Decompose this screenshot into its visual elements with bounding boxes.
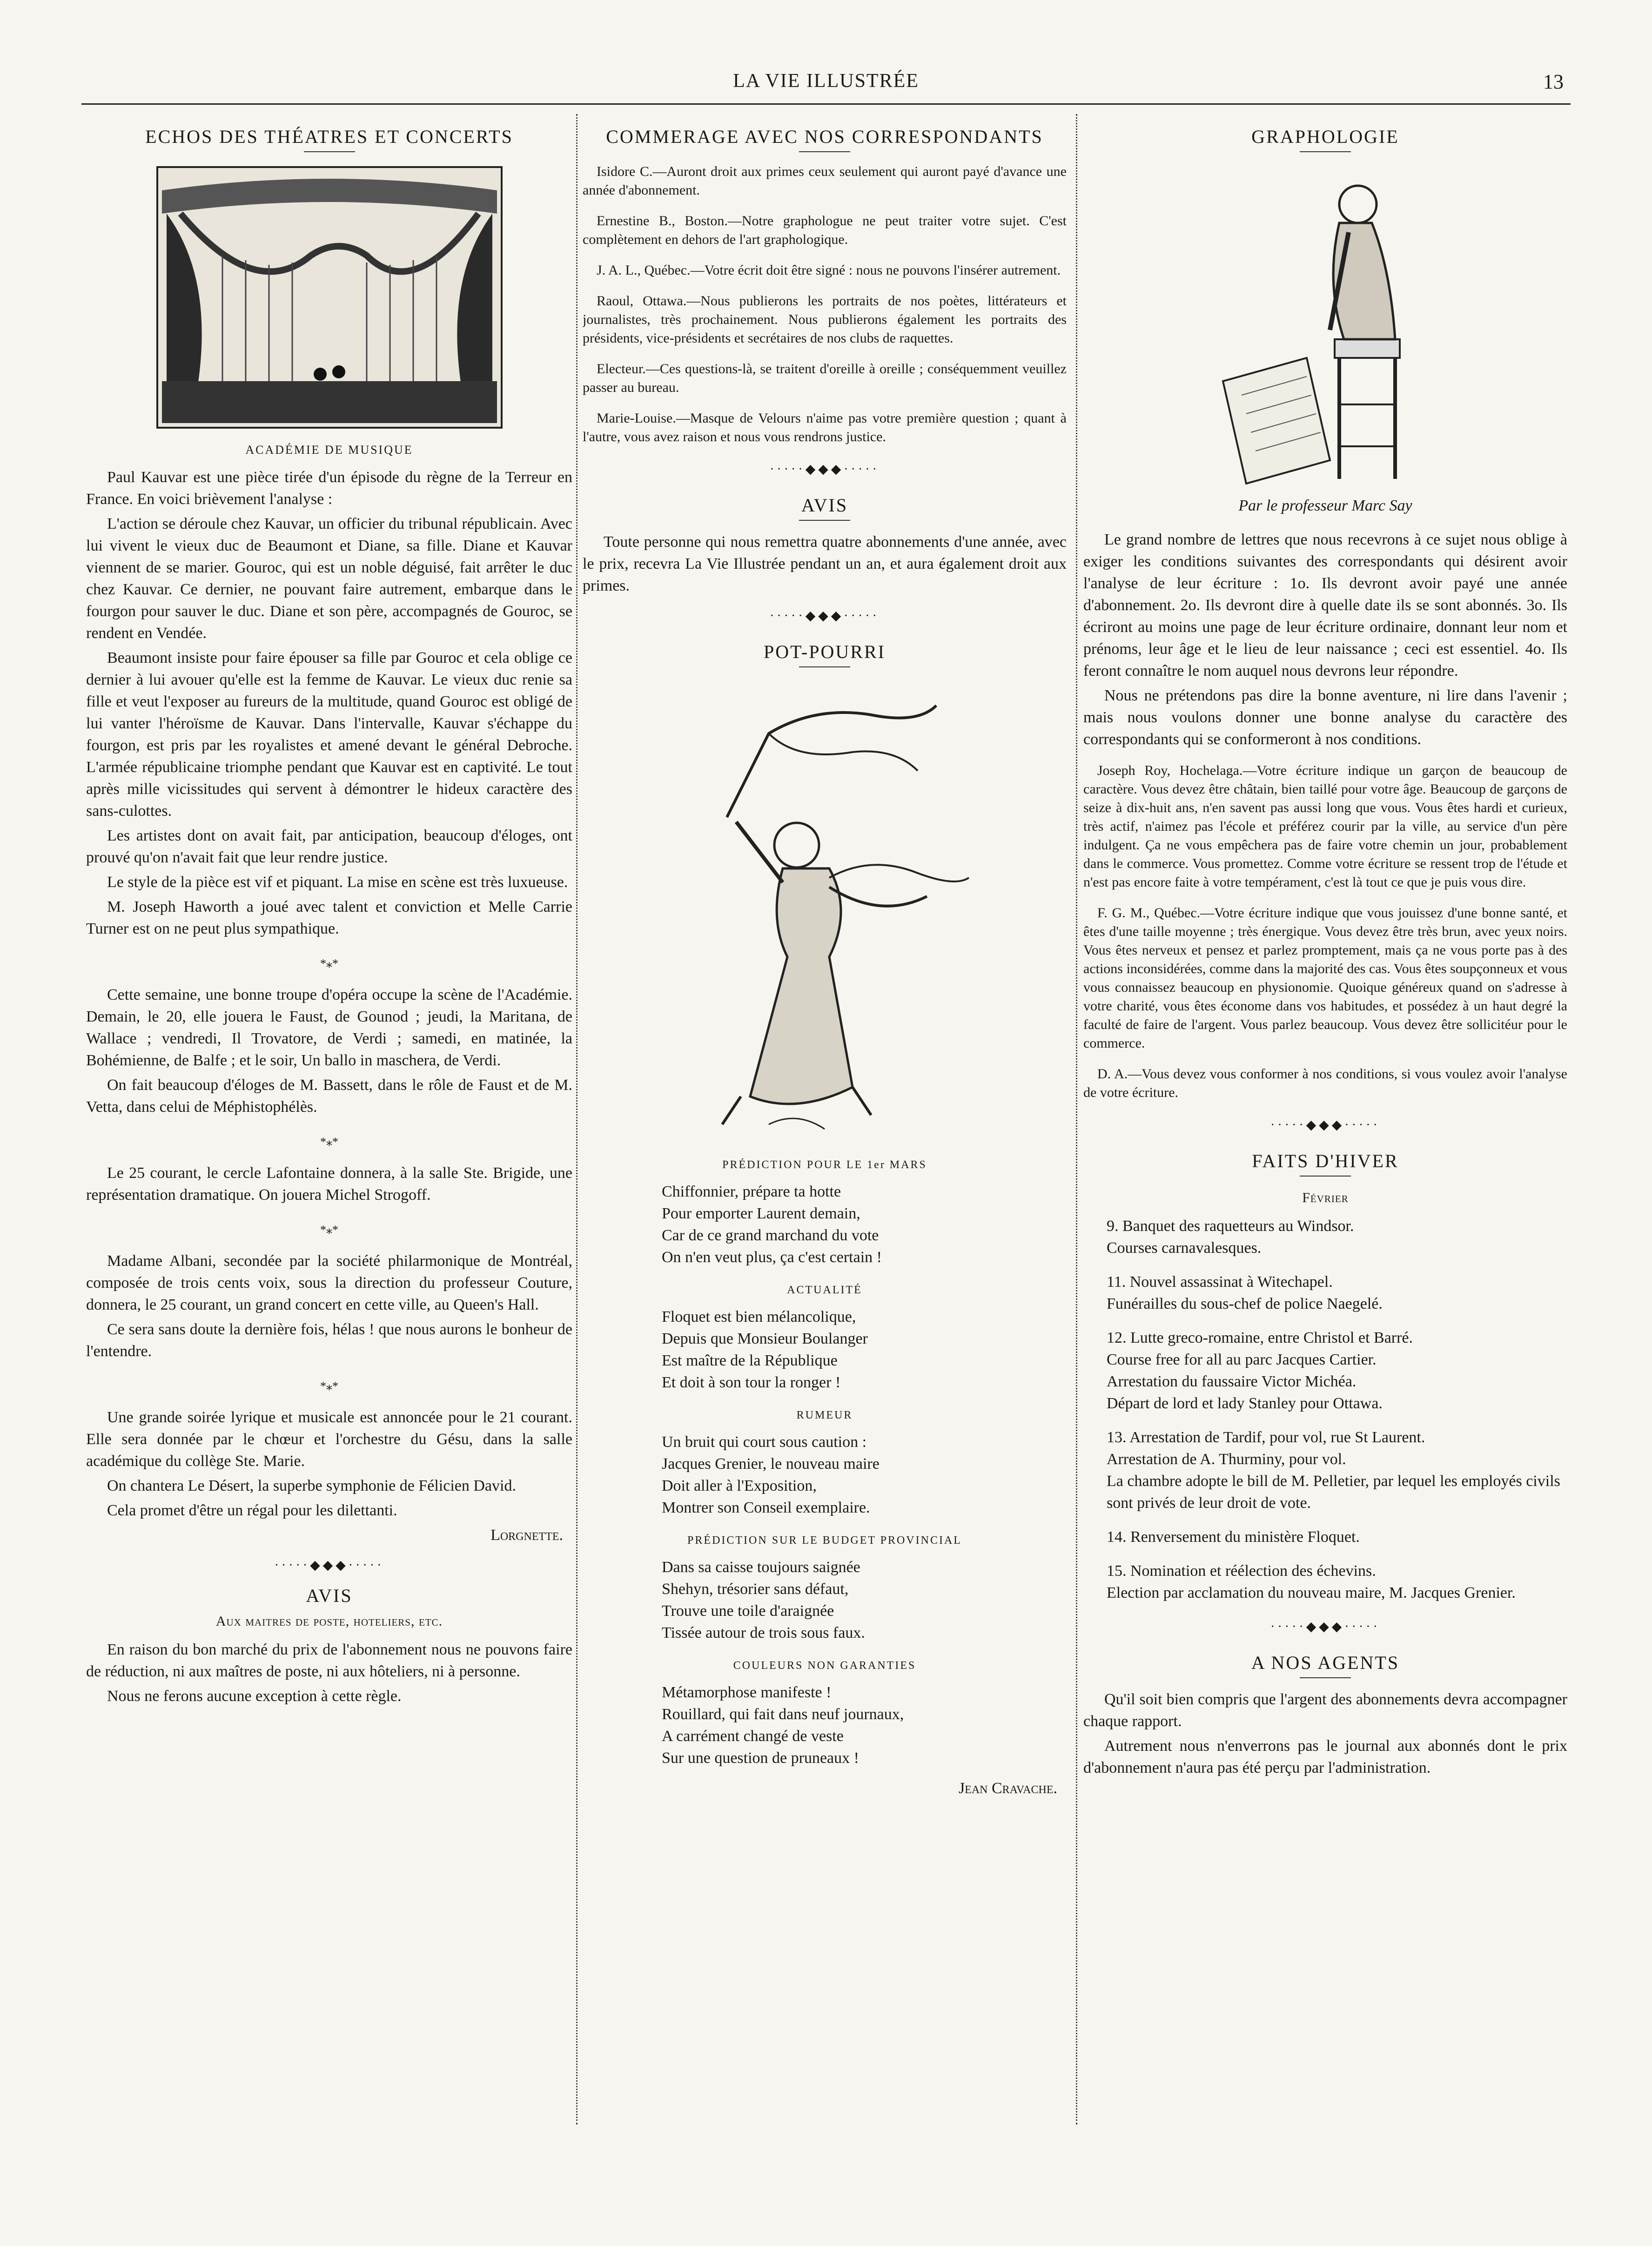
paragraph: Paul Kauvar est une pièce tirée d'un épisode du règne de la Terreur en France. En voici brièvement l'analyse : xyxy=(86,469,572,508)
graphology-answer: Joseph Roy, Hochelaga.—Votre écriture indique un garçon de beaucoup de caractère. Vous devez être châtain, bien taillé pour votre âge. Beaucoup de garçons de seize à dix-huit ans, n'en savent pas aussi long que vous. Vous êtes hardi et curieux, très actif, n'aimez pas l'école et préférez courir par la ville, au service d'un père indulgent. Ça ne vous empêchera pas de faire votre chemin un jour, probablement dans le commerce. Vous promettez. Comme votre écriture se ressent trop de l'étude et n'est pas encore faite à votre tempérament, c'est là tout ce que je puis vous dire. xyxy=(1083,763,1567,890)
avis-title: AVIS xyxy=(801,495,848,516)
section-separator-stars: *⁎* xyxy=(320,1223,338,1237)
masthead-title: LA VIE ILLUSTRÉE xyxy=(733,70,919,92)
column-divider xyxy=(1076,114,1077,2125)
paragraph: Qu'il soit bien compris que l'argent des abonnements devra accompagner chaque rapport. xyxy=(1083,1691,1567,1730)
correspondent-answer: Isidore C.—Auront droit aux primes ceux seulement qui auront payé d'avance une année d'abonnement. xyxy=(583,164,1067,198)
title-rule xyxy=(1300,151,1351,152)
faits-list xyxy=(1083,1215,1567,1604)
faits-line: Arrestation du faussaire Victor Michéa. xyxy=(1107,1373,1357,1390)
poem-line: Trouve une toile d'araignée xyxy=(662,1602,834,1620)
poem-line: Et doit à son tour la ronger ! xyxy=(662,1374,841,1391)
paragraph: Une grande soirée lyrique et musicale est annoncée pour le 21 courant. Elle sera donnée par le chœur et l'orchestre du Gésu, dans la salle académique du collège Ste. Marie. xyxy=(86,1409,572,1470)
section-separator-stars: *⁎* xyxy=(320,1135,338,1149)
paragraph: Les artistes dont on avait fait, par anticipation, beaucoup d'éloges, ont prouvé qu'on n'avait fait que leur rendre justice. xyxy=(86,827,572,866)
section-title-theatre: ECHOS DES THÉATRES ET CONCERTS xyxy=(145,126,513,147)
fleuron-divider: ·····◆◆◆····· xyxy=(1270,1118,1380,1132)
poem-line: Floquet est bien mélancolique, xyxy=(662,1308,856,1325)
poem-line: Depuis que Monsieur Boulanger xyxy=(662,1330,868,1347)
fleuron-divider: ·····◆◆◆····· xyxy=(1270,1620,1380,1634)
graphology-answer: D. A.—Vous devez vous conformer à nos conditions, si vous voulez avoir l'analyse de votre écriture. xyxy=(1083,1066,1567,1100)
title-rule xyxy=(799,666,850,667)
section-title-correspondents: COMMERAGE AVEC NOS CORRESPONDANTS xyxy=(606,126,1043,147)
section-title-graphology: GRAPHOLOGIE xyxy=(1251,126,1399,147)
avis-title: AVIS xyxy=(306,1585,353,1606)
poem-line: Est maître de la République xyxy=(662,1352,838,1369)
poem-line: Jacques Grenier, le nouveau maire xyxy=(662,1455,880,1473)
section-title-faits-hiver: FAITS D'HIVER xyxy=(1252,1150,1399,1171)
potpourri-poems xyxy=(583,1154,1067,1769)
faits-entry xyxy=(1083,1426,1567,1514)
poem-line: A carrément changé de veste xyxy=(662,1728,844,1745)
poem-title: ACTUALITÉ xyxy=(787,1284,862,1296)
title-rule xyxy=(304,151,355,152)
paragraph: Ce sera sans doute la dernière fois, hélas ! que nous aurons le bonheur de l'entendre. xyxy=(86,1321,572,1360)
poem-line: Pour emporter Laurent demain, xyxy=(662,1205,860,1222)
faits-line: Arrestation de A. Thurminy, pour vol. xyxy=(1107,1451,1346,1468)
faits-entry xyxy=(1083,1560,1567,1604)
poem-title: PRÉDICTION SUR LE BUDGET PROVINCIAL xyxy=(687,1534,962,1547)
poem-line: Chiffonnier, prépare ta hotte xyxy=(662,1183,841,1200)
column-correspondents xyxy=(583,112,1067,2132)
graphology-answer: F. G. M., Québec.—Votre écriture indique que vous jouissez d'une bonne santé, et êtes d'une taille moyenne ; très énergique. Vous devez être très brun, avec yeux noirs. Vous êtes nerveux et pensez et parlez promptement, mais ça ne vous porte pas à des actions inconsidérées, comme dans la majorité des cas. Vous êtes soupçonneux et vous vous connaissez beaucoup en physionomie. Quoique généreux quand on s'adresse à votre charité, vous êtes économe dans vos habitudes, et possédez à un haut degré la faculté de faire de l'argent. Vous parlez beaucoup. Vous devez être sollicitéur pour le commerce. xyxy=(1083,905,1567,1051)
column-divider xyxy=(576,114,578,2125)
faits-entry xyxy=(1083,1526,1567,1548)
paragraph: Nous ne ferons aucune exception à cette règle. xyxy=(107,1688,402,1705)
theatre-stage-illustration xyxy=(153,162,506,432)
poem-title: PRÉDICTION POUR LE 1er MARS xyxy=(722,1159,927,1171)
faits-month: Février xyxy=(1302,1190,1349,1205)
faits-line: Courses carnavalesques. xyxy=(1107,1239,1262,1257)
poem-line: Doit aller à l'Exposition, xyxy=(662,1477,817,1494)
signature-jean-cravache: Jean Cravache. xyxy=(958,1780,1057,1797)
faits-line: Course free for all au parc Jacques Cartier. xyxy=(1107,1351,1377,1368)
faits-line: 14. Renversement du ministère Floquet. xyxy=(1107,1528,1360,1546)
correspondent-answer: Marie-Louise.—Masque de Velours n'aime pas votre première question ; quant à l'autre, vous avez raison et nous vous rendrons justice. xyxy=(583,410,1067,444)
correspondent-answers xyxy=(583,162,1067,446)
illustration-caption: Par le professeur Marc Say xyxy=(1238,497,1412,514)
poem-line: Dans sa caisse toujours saignée xyxy=(662,1559,860,1576)
graphology-intro xyxy=(1083,529,1567,750)
poem-stanza xyxy=(662,1431,1067,1519)
correspondent-answer: Raoul, Ottawa.—Nous publierons les portraits de nos poètes, littérateurs et journalistes, très prochainement. Nous publierons également les portraits des présidents, vice-présidents et secrétaires de nos clubs de raquettes. xyxy=(583,293,1067,346)
title-rule xyxy=(799,151,850,152)
faits-line: 12. Lutte greco-romaine, entre Christol et Barré. xyxy=(1107,1329,1413,1346)
correspondent-answer: J. A. L., Québec.—Votre écrit doit être signé : nous ne pouvons l'insérer autrement. xyxy=(597,262,1061,278)
title-rule xyxy=(1300,1176,1351,1177)
poem-title: RUMEUR xyxy=(796,1409,853,1421)
column-graphology xyxy=(1083,112,1567,2132)
column-theatre xyxy=(86,112,572,2132)
fleuron-divider: ·····◆◆◆····· xyxy=(770,462,880,477)
agents-text xyxy=(1083,1688,1567,1779)
title-rule xyxy=(799,520,850,521)
poem-line: Rouillard, qui fait dans neuf journaux, xyxy=(662,1706,904,1723)
poem-line: Tissée autour de trois sous faux. xyxy=(662,1624,865,1641)
faits-entry xyxy=(1083,1271,1567,1315)
paragraph: On fait beaucoup d'éloges de M. Bassett, dans le rôle de Faust et de M. Vetta, dans celui de Méphistophélès. xyxy=(86,1076,572,1116)
faits-line: Election par acclamation du nouveau maire, M. Jacques Grenier. xyxy=(1107,1584,1516,1601)
paragraph: L'action se déroule chez Kauvar, un officier du tribunal républicain. Avec lui vivent le vieux duc de Beaumont et Diane, sa fille. Diane et Kauvar viennent de se marier. Gouroc, qui est un noble déguisé, fait arrêter le duc chez Kauvar. Ce dernier, ne pouvant faire autrement, embarque dans le fourgon pour sauver le duc. Diane et son père, accompagnés de Gouroc, se rendent en Vendée. xyxy=(86,515,572,642)
paragraph: En raison du bon marché du prix de l'abonnement nous ne pouvons faire de réduction, ni aux maîtres de poste, ni aux hôteliers, ni à personne. xyxy=(86,1641,572,1680)
poem-line: Montrer son Conseil exemplaire. xyxy=(662,1499,870,1516)
paragraph: Madame Albani, secondée par la société philarmonique de Montréal, composée de trois cents voix, sous la direction du professeur Couture, donnera, le 25 courant, un grand concert en cette ville, au Queen's Hall. xyxy=(86,1252,572,1313)
illustration-caption: ACADÉMIE DE MUSIQUE xyxy=(245,443,413,457)
poem-line: Sur une question de pruneaux ! xyxy=(662,1749,859,1767)
section-separator-stars: *⁎* xyxy=(320,957,338,970)
paragraph: Cette semaine, une bonne troupe d'opéra occupe la scène de l'Académie. Demain, le 20, elle jouera le Faust, de Gounod ; jeudi, la Maritana, de Wallace ; vendredi, Il Trovatore, de Verdi ; samedi, en matinée, la Bohémienne, de Balfe ; et le soir, Un ballo in maschera, de Verdi. xyxy=(86,986,572,1069)
faits-line: 13. Arrestation de Tardif, pour vol, rue St Laurent. xyxy=(1107,1429,1425,1446)
section-title-agents: A NOS AGENTS xyxy=(1251,1652,1400,1673)
poem-line: On n'en veut plus, ça c'est certain ! xyxy=(662,1249,882,1266)
paragraph: Nous ne prétendons pas dire la bonne aventure, ni lire dans l'avenir ; mais nous voulons donner une bonne analyse du caractère des correspondants qui se conformeront à nos conditions. xyxy=(1083,687,1567,748)
signature-lorgnette: Lorgnette. xyxy=(490,1526,563,1544)
poem-line: Un bruit qui court sous caution : xyxy=(662,1433,867,1451)
fleuron-divider: ·····◆◆◆····· xyxy=(770,609,880,623)
poem-stanza xyxy=(662,1181,1067,1268)
poem-stanza xyxy=(662,1306,1067,1393)
section-title-potpourri: POT-POURRI xyxy=(764,641,886,662)
paragraph: Autrement nous n'enverrons pas le journal aux abonnés dont le prix d'abonnement n'aura pas été perçu par l'administration. xyxy=(1083,1737,1567,1776)
paragraph: Cela promet d'être un régal pour les dilettanti. xyxy=(107,1502,397,1519)
poem-line: Shehyn, trésorier sans défaut, xyxy=(662,1580,849,1598)
faits-entry xyxy=(1083,1327,1567,1414)
paragraph: Le 25 courant, le cercle Lafontaine donnera, à la salle Ste. Brigide, une représentation dramatique. On jouera Michel Strogoff. xyxy=(86,1164,572,1204)
faits-line: 15. Nomination et réélection des échevins. xyxy=(1107,1562,1376,1580)
correspondent-answer: Electeur.—Ces questions-là, se traitent d'oreille à oreille ; conséquemment veuillez passer au bureau. xyxy=(583,361,1067,395)
section-separator-stars: *⁎* xyxy=(320,1379,338,1393)
theatre-article-part2 xyxy=(86,984,572,1118)
avis-subtitle: Aux maitres de poste, hoteliers, etc. xyxy=(215,1614,443,1629)
header-rule xyxy=(81,103,1571,105)
page-number: 13 xyxy=(1543,70,1564,93)
poem-line: Car de ce grand marchand du vote xyxy=(662,1227,879,1244)
correspondent-answer: Ernestine B., Boston.—Notre graphologue ne peut traiter votre sujet. C'est complètement en dehors de l'art graphologique. xyxy=(583,213,1067,247)
faits-entry xyxy=(1083,1215,1567,1259)
poem-stanza xyxy=(662,1681,1067,1769)
title-rule xyxy=(1300,1677,1351,1678)
theatre-article-part4 xyxy=(86,1250,572,1362)
paragraph: M. Joseph Haworth a joué avec talent et conviction et Melle Carrie Turner est on ne peut plus sympathique. xyxy=(86,898,572,937)
faits-line: 11. Nouvel assassinat à Witechapel. xyxy=(1107,1273,1333,1291)
faits-line: Départ de lord et lady Stanley pour Ottawa. xyxy=(1107,1395,1383,1412)
paragraph: Le style de la pièce est vif et piquant. La mise en scène est très luxueuse. xyxy=(107,874,568,891)
paragraph: On chantera Le Désert, la superbe symphonie de Félicien David. xyxy=(107,1477,516,1494)
faits-line: La chambre adopte le bill de M. Pelletier, par lequel les employés civils sont privés de leur droit de vote. xyxy=(1107,1473,1560,1512)
theatre-article-part1 xyxy=(86,466,572,940)
dancing-woman-illustration xyxy=(676,678,974,1143)
graphology-answers xyxy=(1083,761,1567,1102)
avis-text xyxy=(86,1639,572,1707)
fleuron-divider: ·····◆◆◆····· xyxy=(274,1558,384,1573)
faits-line: Funérailles du sous-chef de police Naegelé. xyxy=(1107,1295,1383,1312)
paragraph: Le grand nombre de lettres que nous recevrons à ce sujet nous oblige à exiger les conditions suivantes des correspondants qui désirent avoir l'analyse de leur écriture : 1o. Ils devront avoir payé une année d'abonnement. 2o. Ils devront dire à quelle date ils se sont abonnés. 3o. Ils écriront au moins une page de leur écriture ordinaire, donnant leur nom et prénoms, leur âge et le lieu de leur naissance ; ceci est essentiel. 4o. Ils feront connaître le nom auquel nous devrons leur répondre. xyxy=(1083,531,1567,679)
theatre-article-part5 xyxy=(86,1406,572,1521)
avis-text: Toute personne qui nous remettra quatre abonnements d'une année, avec le prix, recevra La Vie Illustrée pendant un an, et aura également droit aux primes. xyxy=(583,533,1067,594)
paragraph: Beaumont insiste pour faire épouser sa fille par Gouroc et cela oblige ce dernier à lui avouer qu'elle est la femme de Kauvar. Le vieux duc renie sa fille et veut l'exposer au fureurs de la multitude, quand Gouroc est obligé de lui vanter l'héroïsme de Kauvar. Dans l'intervalle, Kauvar s'échappe du fourgon, est pris par les royalistes et amené devant le général Debroche. L'armée républicaine triomphe pendant que Kauvar est en captivité. Le tout après mille vicissitudes qui servent à démontrer le hideux caractère des sans-culottes. xyxy=(86,649,572,820)
poem-stanza xyxy=(662,1556,1067,1644)
poem-line: Métamorphose manifeste ! xyxy=(662,1684,832,1701)
graphologist-illustration xyxy=(1176,162,1474,488)
theatre-article-part3 xyxy=(86,1162,572,1206)
faits-line: 9. Banquet des raquetteurs au Windsor. xyxy=(1107,1217,1354,1235)
poem-title: COULEURS NON GARANTIES xyxy=(733,1660,916,1672)
